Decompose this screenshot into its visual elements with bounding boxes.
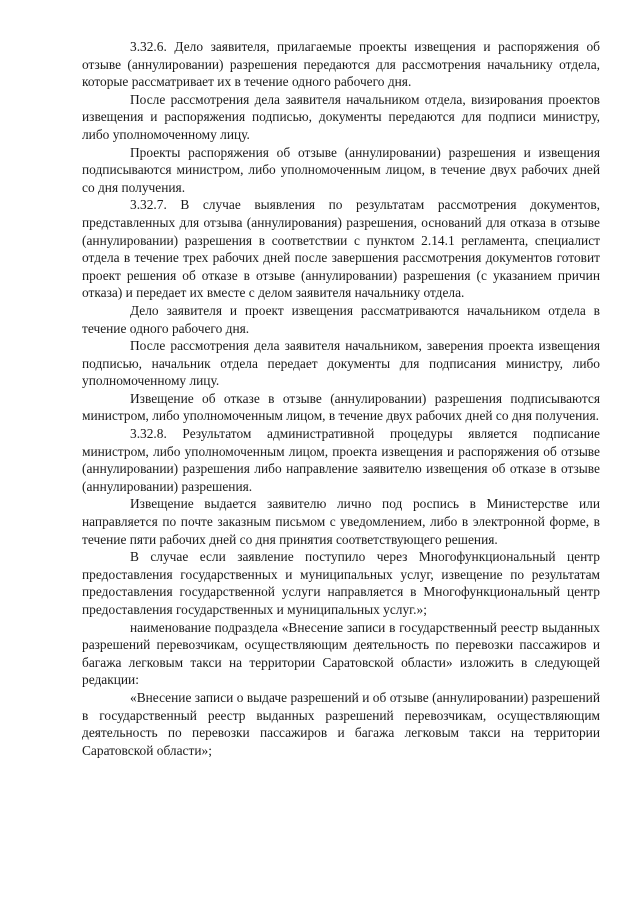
paragraph-review-certification: После рассмотрения дела заявителя начальником, заверения проекта извещения подписью, начальник отдела передает документы для подписания министру, либо уполномоченному лицу.	[82, 338, 600, 389]
paragraph-signing-projects: Проекты распоряжения об отзыве (аннулировании) разрешения и извещения подписываются министром, либо уполномоченным лицом, в течение двух рабочих дней со дня получения.	[82, 144, 600, 195]
paragraph-subsection-rename: наименование подраздела «Внесение записи в государственный реестр выданных разрешений перевозчикам, осуществляющим деятельность по перевозки пассажиров и багажа легковым такси на территории Саратовской области» изложить в следующей редакции:	[82, 619, 600, 688]
paragraph-new-subsection-title: «Внесение записи о выдаче разрешений и об отзыве (аннулировании) разрешений в государственный реестр выданных разрешений перевозчикам, осуществляющим деятельность по перевозки пассажиров и багажа легковым такси на территории Саратовской области»;	[82, 689, 600, 758]
paragraph-mfc-case: В случае если заявление поступило через Многофункциональный центр предоставления государственных и муниципальных услуг, извещение по результатам предоставления государственной услуги направляется в Многофункциональный центр предоставления государственных и муниципальных услуг.»;	[82, 549, 600, 617]
document-body	[82, 38, 600, 759]
paragraph-3-32-6: 3.32.6. Дело заявителя, прилагаемые проекты извещения и распоряжения об отзыве (аннулировании) разрешения передаются для рассмотрения начальнику отдела, которые рассматривает их в течение одного рабочего дня.	[82, 39, 600, 90]
paragraph-refusal-notice-signing: Извещение об отказе в отзыве (аннулировании) разрешения подписываются министром, либо уполномоченным лицом, в течение двух рабочих дней со дня получения.	[82, 390, 600, 424]
paragraph-review-after-head: После рассмотрения дела заявителя начальником отдела, визирования проектов извещения и распоряжения подписью, документы передаются для подписи министру, либо уполномоченному лицу.	[82, 91, 600, 142]
paragraph-3-32-8: 3.32.8. Результатом административной процедуры является подписание министром, либо уполномоченным лицом, проекта извещения и распоряжения об отзыве (аннулировании) разрешения либо направление заявителю извещения об отказе в отзыве (аннулировании) разрешения.	[82, 426, 600, 494]
paragraph-notice-delivery: Извещение выдается заявителю лично под роспись в Министерстве или направляется по почте заказным письмом с уведомлением, либо в электронной форме, в течение пяти рабочих дней со дня принятия соответствующего решения.	[82, 496, 600, 547]
paragraph-case-review: Дело заявителя и проект извещения рассматриваются начальником отдела в течение одного рабочего дня.	[82, 302, 600, 336]
paragraph-3-32-7: 3.32.7. В случае выявления по результатам рассмотрения документов, представленных для отзыва (аннулирования) разрешения, оснований для отказа в отзыве (аннулировании) разрешения в соответствии с пунктом 2.14.1 регламента, специалист отдела в течение трех рабочих дней после завершения рассмотрения документов готовит проект решения об отказе в отзыве (аннулировании) разрешения (с указанием причин отказа) и передает их вместе с делом заявителя начальнику отдела.	[82, 197, 600, 301]
